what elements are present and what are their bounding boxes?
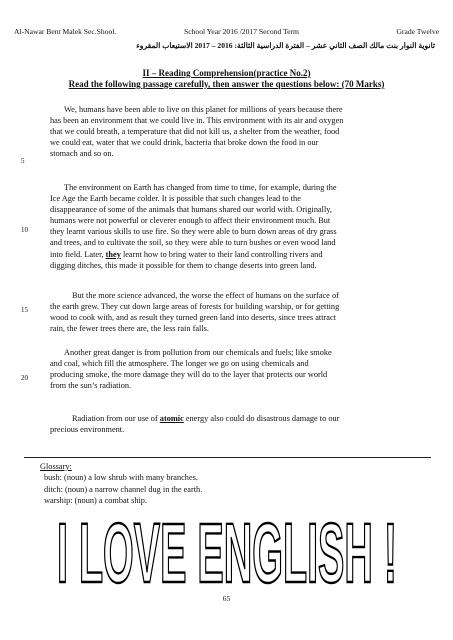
line-number: 5 <box>21 157 25 165</box>
section-title: II – Reading Comprehension(practice No.2) <box>142 68 311 78</box>
text-line: The environment on Earth has changed from time to time, for example, during the <box>64 183 337 192</box>
text-line: has been an environment that we could live in. This environment with its air and oxygen <box>50 116 344 126</box>
text-line: rain, the fewer trees there are, the less rain falls. <box>50 324 209 334</box>
glossary-title: Glossary: <box>40 462 72 471</box>
text-segment: into field. Later, <box>50 249 106 259</box>
text-line: we could eat, water that we could drink, bacteria that broke down the food in our <box>50 138 319 148</box>
text-line: they learnt various skills to use fire. So they were able to burn down areas of dry grass <box>50 227 337 237</box>
i-love-english-banner <box>55 512 400 587</box>
text-line: But the more science advanced, the worse the effect of humans on the surface of <box>72 291 339 300</box>
line-number: 20 <box>21 374 28 382</box>
school-year: School Year 2016 /2017 Second Term <box>184 27 299 36</box>
text-segment: energy also could do disastrous damage to our <box>183 414 340 423</box>
page-number: 65 <box>222 594 231 603</box>
text-segment: learnt how to bring water to their land controlling rivers and <box>120 249 323 259</box>
text-segment: Radiation from our use of <box>72 414 160 423</box>
keyword-atomic: atomic <box>159 414 184 423</box>
text-line: Another great danger is from pollution from our chemicals and fuels; like smoke <box>64 348 332 357</box>
text-line: producing smoke, the more damage they will do to the layer that protects our world <box>50 370 328 380</box>
paragraph-2 <box>50 182 430 271</box>
glossary <box>40 461 202 507</box>
text-line: humans were not powerful or cleverer enough to affect their environment much. But <box>50 216 331 226</box>
glossary-item: warship: (noun) a combat ship. <box>44 496 147 506</box>
paragraph-5 <box>50 413 430 435</box>
arabic-header: ثانوية النوار بنت مالك الصف الثاني عشر – الفترة الدراسية الثالثة: 2016 – 2017 الاستيعاب المقروء <box>136 41 435 50</box>
text-line: Ice Age the Earth became colder. It is possible that such changes lead to the <box>50 194 301 204</box>
text-line: the earth grew. They cut down large areas of forests for building warship, or for getting <box>50 302 340 312</box>
text-line <box>50 413 430 424</box>
line-number: 15 <box>21 306 28 314</box>
paragraph-4 <box>50 347 430 391</box>
text-line: disappearance of some of the animals that humans shared our world with. Originally, <box>50 205 332 215</box>
text-line: that we could breath, a temperature that did not kill us, a shelter from the weather, food <box>50 127 340 137</box>
text-line: from the sun’s radiation. <box>50 381 132 391</box>
glossary-item: ditch: (noun) a narrow channel dug in the earth. <box>44 484 203 494</box>
instruction: Read the following passage carefully, then answer the questions below: (70 Marks) <box>68 79 385 89</box>
divider-line <box>24 457 431 458</box>
text-line: stomach and so on. <box>50 149 114 159</box>
text-line: and coal, which fill the atmosphere. The longer we go on using chemicals and <box>50 359 309 369</box>
line-number: 10 <box>21 226 28 234</box>
paragraph-3 <box>50 290 430 334</box>
glossary-item: bush: (noun) a low shrub with many branches. <box>44 473 198 483</box>
text-line <box>50 249 430 260</box>
text-line: wood to cook with, and as result they turned green land into deserts, since trees attract <box>50 313 336 323</box>
text-line: precious environment. <box>50 425 125 435</box>
keyword-they: they <box>105 249 121 259</box>
grade-label: Grade Twelve <box>396 27 439 36</box>
paragraph-1 <box>50 104 430 159</box>
page-header <box>14 27 439 39</box>
school-name: Al-Nawar Bent Malek Sec.Shool. <box>14 27 117 36</box>
text-line: We, humans have been able to live on this planet for millions of years because there <box>64 105 343 114</box>
text-line: and trees, and to cultivate the soil, so they were able to turn bushes or even wood land <box>50 238 336 248</box>
banner-text: I LOVE ENGLISH ! <box>57 512 397 587</box>
text-line: digging ditches, this made it possible for them to change deserts into green land. <box>50 260 317 270</box>
